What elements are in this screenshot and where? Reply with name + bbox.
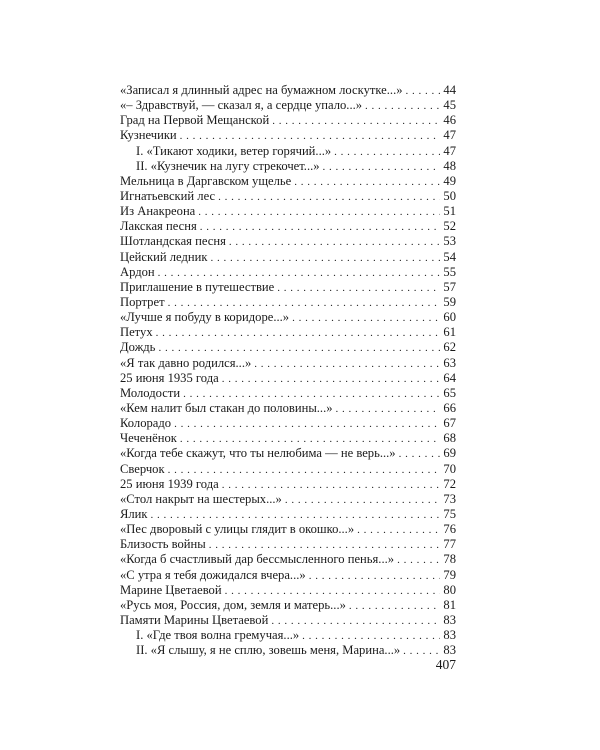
toc-entry <box>120 280 456 295</box>
dot-leader <box>177 432 440 446</box>
toc-entry-title: «Когда тебе скажут, что ты нелюбима — не верь...» <box>120 446 396 461</box>
toc-entry-title: Град на Первой Мещанской <box>120 113 270 128</box>
dot-leader <box>222 584 440 598</box>
dot-leader <box>148 508 440 522</box>
toc-entry-page: 72 <box>443 476 456 491</box>
dot-leader <box>346 599 440 613</box>
toc-entry-page: 47 <box>443 128 456 143</box>
toc-entry-title: Марине Цветаевой <box>120 582 222 597</box>
toc-subentry <box>120 144 456 159</box>
toc-entry-page: 44 <box>443 83 456 97</box>
dot-leader <box>155 266 440 280</box>
toc-entry-page: 62 <box>443 340 456 355</box>
toc-entry-page: 67 <box>443 416 456 431</box>
toc-entry-title: Портрет <box>120 294 165 309</box>
toc-entry <box>120 189 456 204</box>
toc-entry <box>120 613 456 628</box>
toc-entry <box>120 113 456 128</box>
toc-entry-title: Памяти Марины Цветаевой <box>120 612 269 627</box>
toc-entry <box>120 552 456 567</box>
dot-leader <box>207 251 440 265</box>
toc-entry-page: 76 <box>443 522 456 537</box>
toc-entry <box>120 250 456 265</box>
dot-leader <box>268 614 440 628</box>
toc-entry-title: «Кем налит был стакан до половины...» <box>120 400 333 415</box>
toc-entry-title: Приглашение в путешествие <box>120 279 275 294</box>
toc-entry-page: 48 <box>443 158 456 173</box>
toc-entry-page: 49 <box>443 173 456 188</box>
toc-entry-page: 83 <box>443 612 456 627</box>
toc-entry <box>120 386 456 401</box>
toc-entry-page: 47 <box>443 143 456 158</box>
toc-entry <box>120 446 456 461</box>
dot-leader <box>219 372 440 386</box>
toc-entry <box>120 401 456 416</box>
toc-entry-page: 80 <box>443 582 456 597</box>
toc-entry <box>120 598 456 613</box>
toc-entry-page: 65 <box>443 385 456 400</box>
toc-entry-page: 75 <box>443 506 456 521</box>
dot-leader <box>333 402 440 416</box>
toc-entry-title: Мельница в Даргавском ущелье <box>120 173 292 188</box>
toc-entry-page: 73 <box>443 491 456 506</box>
toc-entry-page: 59 <box>443 294 456 309</box>
toc-entry-title: Петух <box>120 325 153 340</box>
toc-entry <box>120 83 456 98</box>
toc-entry-page: 79 <box>443 567 456 582</box>
toc-entry-page: 83 <box>443 643 456 658</box>
toc-entry <box>120 583 456 598</box>
toc-entry-page: 69 <box>443 446 456 461</box>
toc-entry <box>120 174 456 189</box>
toc-entry <box>120 98 456 113</box>
toc-entry <box>120 310 456 325</box>
dot-leader <box>394 553 440 567</box>
toc-entry-page: 81 <box>443 597 456 612</box>
toc-subentry <box>120 628 456 643</box>
dot-leader <box>362 99 440 113</box>
toc-entry <box>120 568 456 583</box>
dot-leader <box>274 281 440 295</box>
toc-entry <box>120 356 456 371</box>
toc-entry <box>120 265 456 280</box>
dot-leader <box>282 493 440 507</box>
toc-entry-title: Чеченёнок <box>120 431 177 446</box>
toc-entry-title: Цейский ледник <box>120 249 208 264</box>
dot-leader <box>396 447 440 461</box>
toc-entry-page: 63 <box>443 355 456 370</box>
toc-entry <box>120 234 456 249</box>
toc-entry-title: 25 июня 1939 года <box>120 476 219 491</box>
toc-entry <box>120 507 456 522</box>
dot-leader <box>165 296 440 310</box>
toc-entry <box>120 492 456 507</box>
dot-leader <box>153 326 440 340</box>
dot-leader <box>226 235 440 249</box>
dot-leader <box>195 205 440 219</box>
dot-leader <box>299 629 440 643</box>
toc-entry-title: II. «Кузнечик на лугу стрекочет...» <box>136 158 320 173</box>
dot-leader <box>291 175 440 189</box>
toc-entry-title: Игнатьевский лес <box>120 188 216 203</box>
toc-entry <box>120 537 456 552</box>
dot-leader <box>251 357 440 371</box>
dot-leader <box>219 478 440 492</box>
toc-entry <box>120 522 456 537</box>
toc-entry <box>120 462 456 477</box>
toc-entry-page: 52 <box>443 219 456 234</box>
toc-entry-page: 55 <box>443 264 456 279</box>
dot-leader <box>331 145 440 159</box>
toc-entry-title: Ялик <box>120 506 148 521</box>
toc-entry-page: 61 <box>443 325 456 340</box>
dot-leader <box>180 387 440 401</box>
page-number: 407 <box>435 657 456 672</box>
toc-entry-title: Близость войны <box>120 537 206 552</box>
dot-leader <box>354 523 440 537</box>
dot-leader <box>403 84 440 98</box>
toc-entry-title: Сверчок <box>120 461 165 476</box>
toc-entry-title: Молодости <box>120 385 181 400</box>
toc-entry-title: Колорадо <box>120 416 172 431</box>
toc-entry-page: 46 <box>443 113 456 128</box>
dot-leader <box>165 463 440 477</box>
dot-leader <box>197 220 440 234</box>
toc-entry-title: «Записал я длинный адрес на бумажном лоскутке...» <box>120 83 403 97</box>
toc-entry-page: 51 <box>443 204 456 219</box>
toc-entry-title: I. «Тикают ходики, ветер горячий...» <box>136 143 332 158</box>
toc-entry-page: 64 <box>443 370 456 385</box>
toc-entry-title: Из Анакреона <box>120 204 196 219</box>
table-of-contents <box>120 83 456 658</box>
toc-entry-title: 25 июня 1935 года <box>120 370 219 385</box>
toc-entry <box>120 204 456 219</box>
toc-entry <box>120 371 456 386</box>
toc-entry <box>120 477 456 492</box>
toc-entry-title: «С утра я тебя дожидался вчера...» <box>120 567 306 582</box>
toc-entry-title: Дождь <box>120 340 156 355</box>
toc-entry-page: 70 <box>443 461 456 476</box>
dot-leader <box>289 311 440 325</box>
dot-leader <box>177 129 440 143</box>
toc-entry-title: «Русь моя, Россия, дом, земля и матерь...» <box>120 597 346 612</box>
toc-entry-title: II. «Я слышу, я не сплю, зовешь меня, Марина...» <box>136 643 401 658</box>
toc-entry-title: Ардон <box>120 264 155 279</box>
toc-entry <box>120 416 456 431</box>
toc-entry-title: «Лучше я побуду в коридоре...» <box>120 310 290 325</box>
toc-entry-title: Лакская песня <box>120 219 197 234</box>
toc-entry-title: Кузнечики <box>120 128 177 143</box>
toc-entry-title: «Я так давно родился...» <box>120 355 252 370</box>
toc-entry-page: 53 <box>443 234 456 249</box>
dot-leader <box>306 569 440 583</box>
toc-entry-page: 57 <box>443 279 456 294</box>
toc-entry-page: 50 <box>443 188 456 203</box>
toc-entry-title: I. «Где твоя волна гремучая...» <box>136 628 300 643</box>
toc-entry-page: 66 <box>443 400 456 415</box>
toc-entry <box>120 340 456 355</box>
dot-leader <box>206 538 440 552</box>
toc-subentry <box>120 159 456 174</box>
toc-entry <box>120 295 456 310</box>
toc-subentry <box>120 643 456 658</box>
toc-entry <box>120 431 456 446</box>
toc-entry-page: 54 <box>443 249 456 264</box>
dot-leader <box>320 160 440 174</box>
toc-entry-title: «– Здравствуй, — сказал я, а сердце упало...» <box>120 98 363 113</box>
toc-entry <box>120 325 456 340</box>
dot-leader <box>155 341 440 355</box>
toc-entry-page: 77 <box>443 537 456 552</box>
toc-entry-title: «Стол накрыт на шестерых...» <box>120 491 282 506</box>
toc-entry <box>120 219 456 234</box>
toc-entry-page: 45 <box>443 98 456 113</box>
toc-entry-title: Шотландская песня <box>120 234 226 249</box>
dot-leader <box>171 417 440 431</box>
toc-entry <box>120 128 456 143</box>
toc-entry-page: 60 <box>443 310 456 325</box>
toc-entry-title: «Пес дворовый с улицы глядит в окошко...» <box>120 522 355 537</box>
dot-leader <box>269 114 440 128</box>
toc-entry-page: 68 <box>443 431 456 446</box>
toc-entry-title: «Когда б счастливый дар бессмысленного пенья...» <box>120 552 395 567</box>
toc-entry-page: 83 <box>443 628 456 643</box>
dot-leader <box>215 190 440 204</box>
toc-entry-page: 78 <box>443 552 456 567</box>
